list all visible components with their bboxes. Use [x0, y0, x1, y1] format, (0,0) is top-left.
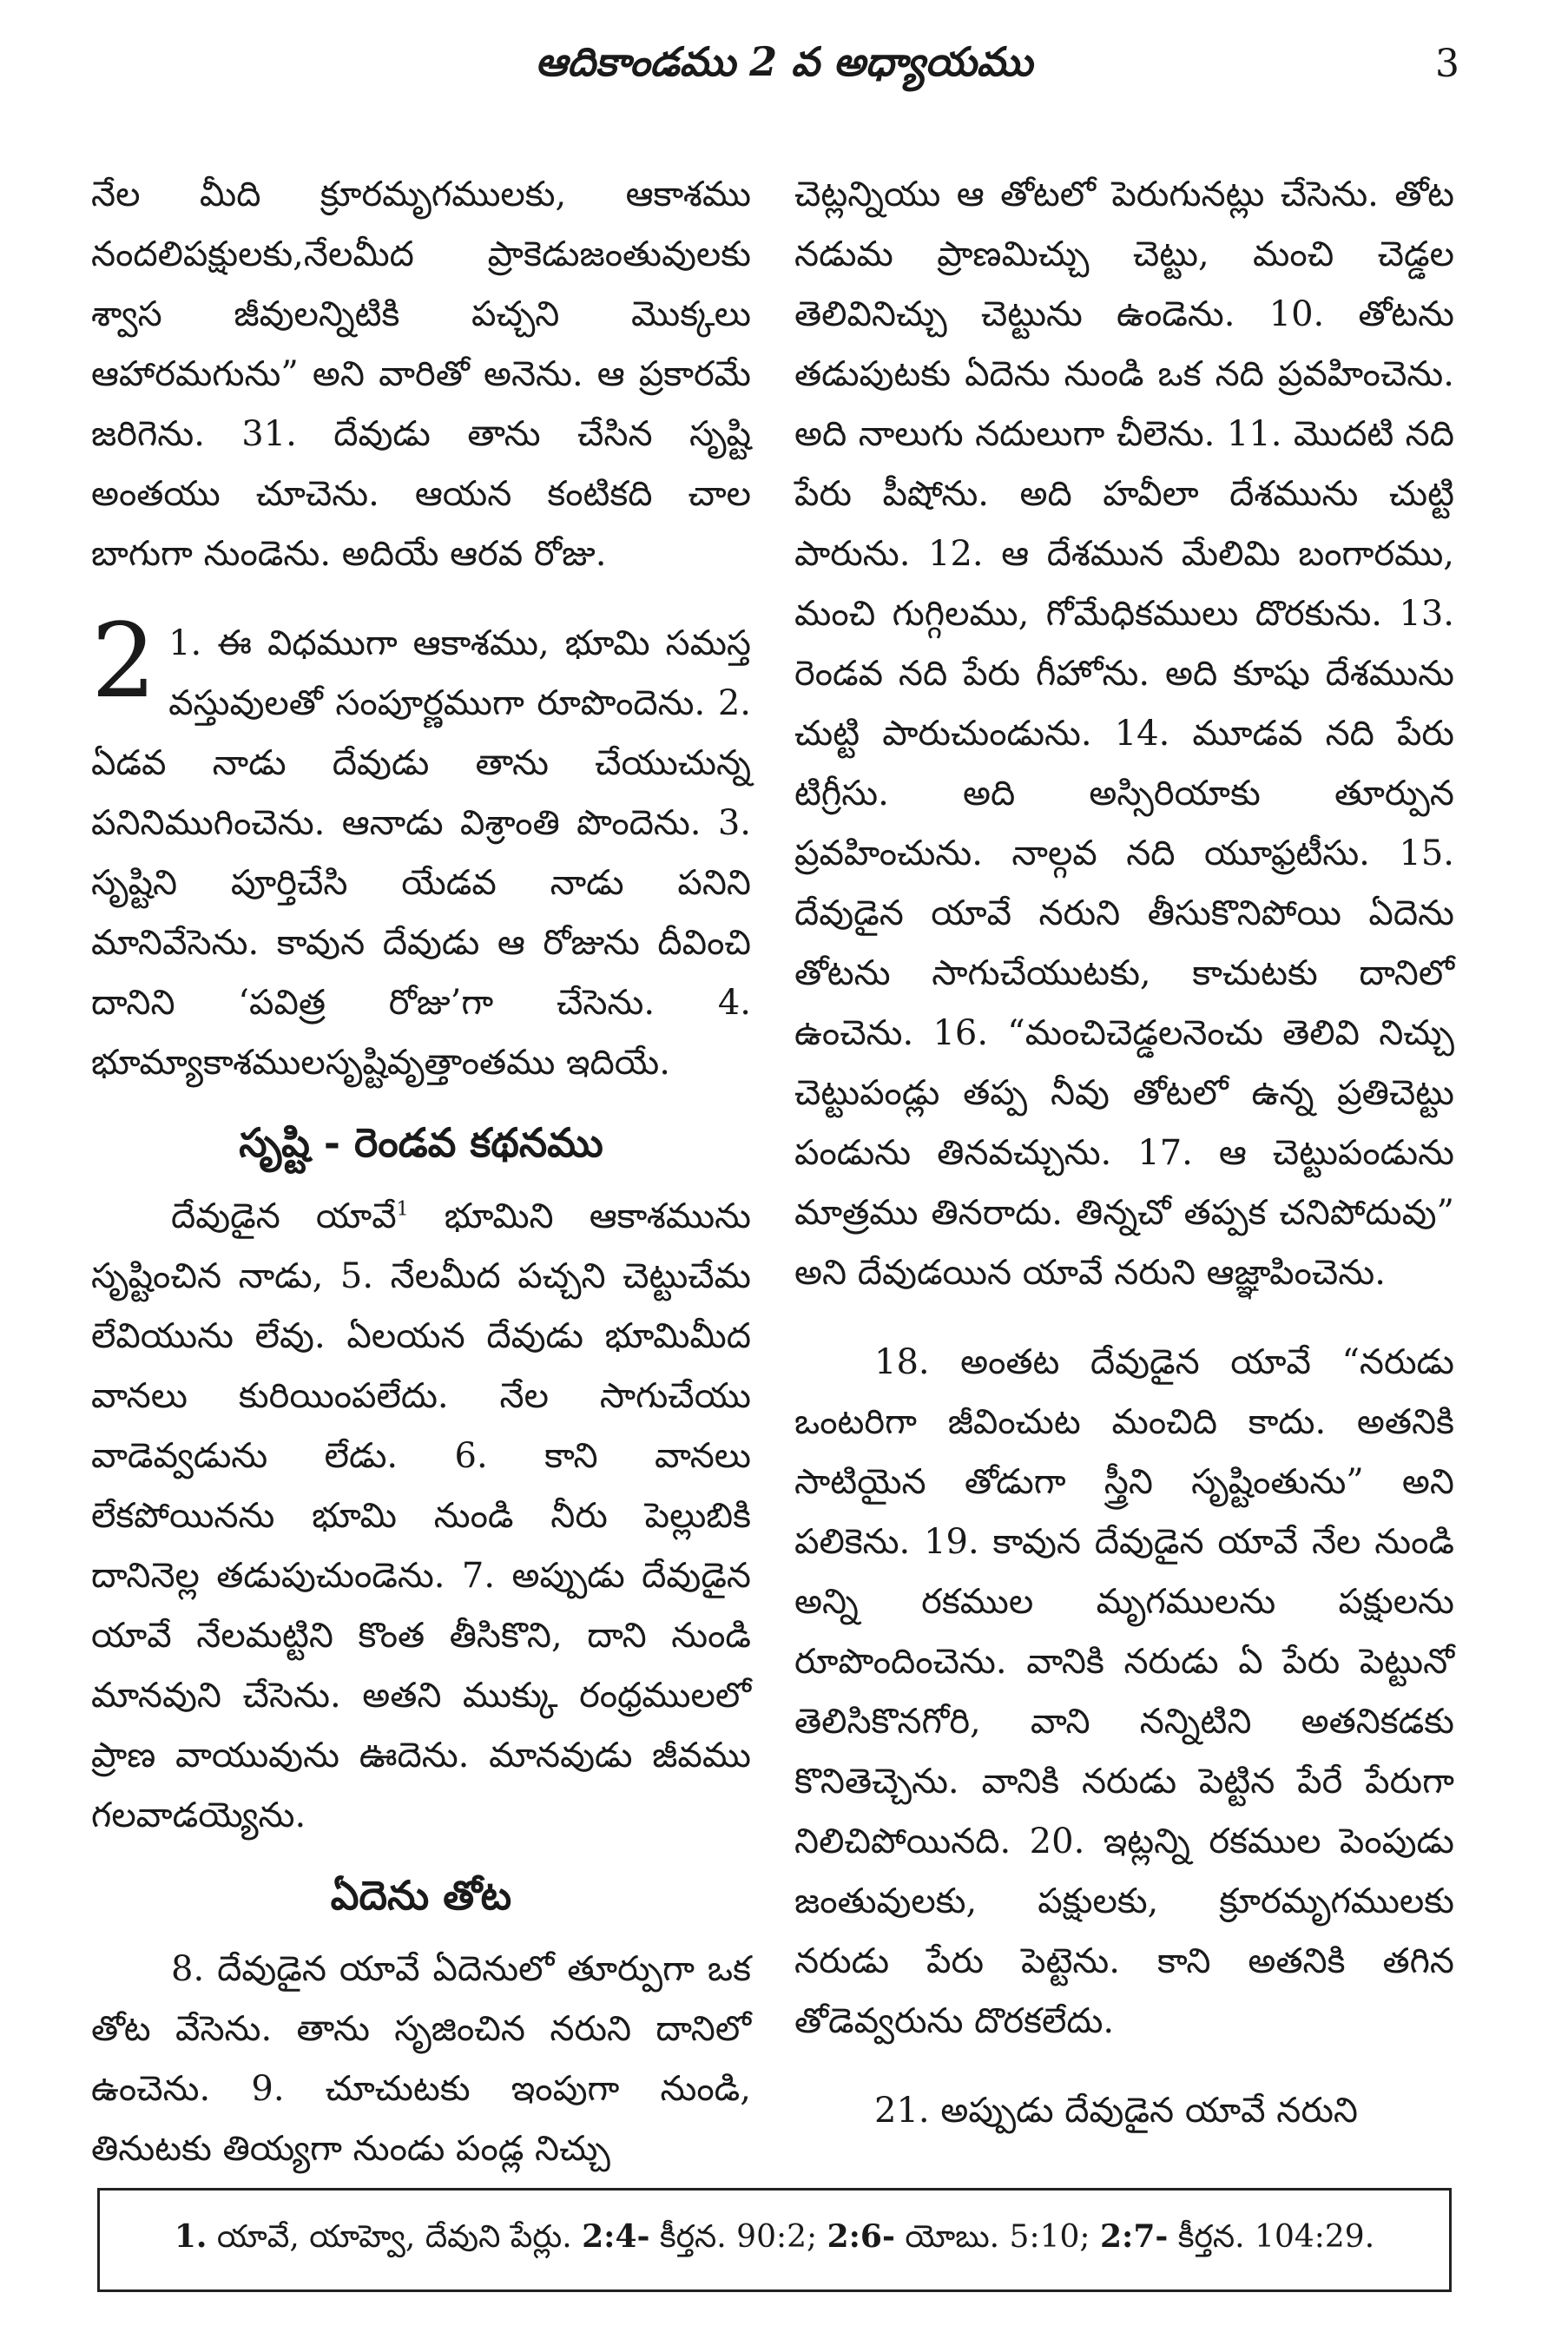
section-heading: ఏదెను తోట	[330, 1872, 512, 1919]
footnote-box	[97, 2188, 1452, 2292]
chapter-text: 1. ఈ విధముగా ఆకాశము, భూమి సమస్త వస్తువులతో సంపూర్ణముగా రూపొందెను. 2. ఏడవ నాడు దేవుడు తాను చేయుచున్న పనినిముగించెను. ఆనాడు విశ్రాంతి పొందెను. 3. సృష్టిని పూర్తిచేసి యేడవ నాడు పనిని మానివేసెను. కావున దేవుడు ఆ రోజును దీవించి దానిని ‘పవిత్ర రోజు’గా చేసెను. 4. భూమ్యాకాశములసృష్టివృత్తాంతము ఇదియే.	[91, 623, 751, 1083]
paragraph-text: దేవుడైన యావే	[171, 1196, 397, 1236]
cross-reference-text: కీర్తన. 90:2;	[649, 2218, 827, 2255]
left-column	[91, 165, 751, 2179]
cross-reference-text: కీర్తన. 104:29.	[1168, 2218, 1375, 2255]
cross-reference-text: యోబు. 5:10;	[894, 2218, 1100, 2255]
page-number: 3	[1435, 42, 1459, 86]
right-column	[794, 165, 1454, 2141]
verse-paragraph: 21. అప్పుడు దేవుడైన యావే నరుని	[874, 2091, 1358, 2131]
section-heading: సృష్టి - రెండవ కథనము	[239, 1119, 603, 1166]
footnote-marker[interactable]: 1	[396, 1198, 409, 1221]
paragraph-text: భూమిని ఆకాశమును సృష్టించిన నాడు, 5. నేలమీద పచ్చని చెట్టుచేమ లేవియును లేవు. ఏలయన దేవుడు భూమిమీద వానలు కురియింపలేదు. నేల సాగుచేయు వాడెవ్వడును లేడు. 6. కాని వానలు లేకపోయినను భూమి నుండి నీరు పెల్లుబికి దానినెల్ల తడుపుచుండెను. 7. అప్పుడు దేవుడైన యావే నేలమట్టిని కొంత తీసికొని, దాని నుండి మానవుని చేసెను. అతని ముక్కు రంధ్రములలో ప్రాణ వాయువును ఊదెను. మానవుడు జీవము గలవాడయ్యెను.	[91, 1196, 751, 1835]
chapter-title: ఆదికాండము 2 వ అధ్యాయము	[535, 38, 1033, 85]
chapter-start-paragraph	[91, 601, 751, 1093]
verse-paragraph: 18. అంతట దేవుడైన యావే “నరుడు ఒంటరిగా జీవించుట మంచిది కాదు. అతనికి సాటియైన తోడుగా స్త్రీని సృష్టింతును” అని పలికెను. 19. కావున దేవుడైన యావే నేల నుండి అన్ని రకముల మృగములను పక్షులను రూపొందించెను. వానికి నరుడు ఏ పేరు పెట్టునో తెలిసికొనగోరి, వాని నన్నిటిని అతనికడకు కొనితెచ్చెను. వానికి నరుడు పెట్టిన పేరే పేరుగా నిలిచిపోయినది. 20. ఇట్లన్ని రకముల పెంపుడు జంతువులకు, పక్షులకు, క్రూరమృగములకు నరుడు పేరు పెట్టెను. కాని అతనికి తగిన తోడెవ్వరును దొరకలేదు.	[794, 1342, 1454, 2041]
verse-paragraph: నేల మీది క్రూరమృగములకు, ఆకాశము నందలిపక్షులకు,నేలమీద ప్రాకెడుజంతువులకు శ్వాస జీవులన్నిటికి పచ్చని మొక్కలు ఆహారమగును” అని వారితో అనెను. ఆ ప్రకారమే జరిగెను. 31. దేవుడు తాను చేసిన సృష్టి అంతయు చూచెను. ఆయన కంటికది చాల బాగుగా నుండెను. అదియే ఆరవ రోజు.	[91, 175, 751, 574]
footnote-line	[175, 2218, 1374, 2263]
verse-paragraph	[91, 1187, 751, 1846]
verse-paragraph: 8. దేవుడైన యావే ఏదెనులో తూర్పుగా ఒక తోట వేసెను. తాను సృజించిన నరుని దానిలో ఉంచెను. 9. చూచుటకు ఇంపుగా నుండి, తినుటకు తియ్యగా నుండు పండ్ల నిచ్చు	[91, 1949, 751, 2169]
cross-reference-label: 2:4-	[582, 2217, 650, 2255]
verse-paragraph: చెట్లన్నియు ఆ తోటలో పెరుగునట్లు చేసెను. తోట నడుమ ప్రాణమిచ్చు చెట్టు, మంచి చెడ్డల తెలివినిచ్చు చెట్టును ఉండెను. 10. తోటను తడుపుటకు ఏదెను నుండి ఒక నది ప్రవహించెను. అది నాలుగు నదులుగా చీలెను. 11. మొదటి నది పేరు పీషోను. అది హవీలా దేశమును చుట్టి పారును. 12. ఆ దేశమున మేలిమి బంగారము, మంచి గుగ్గిలము, గోమేధికములు దొరకును. 13. రెండవ నది పేరు గీహోను. అది కూషు దేశమును చుట్టి పారుచుండును. 14. మూడవ నది పేరు టిగ్రీసు. అది అస్సిరియాకు తూర్పున ప్రవహించును. నాల్గవ నది యూఫ్రటీసు. 15. దేవుడైన యావే నరుని తీసుకొనిపోయి ఏదెను తోటను సాగుచేయుటకు, కాచుటకు దానిలో ఉంచెను. 16. “మంచిచెడ్డలనెంచు తెలివి నిచ్చు చెట్టుపండ్లు తప్ప నీవు తోటలో ఉన్న ప్రతిచెట్టు పండును తినవచ్చును. 17. ఆ చెట్టుపండును మాత్రము తినరాదు. తిన్నచో తప్పక చనిపోదువు” అని దేవుడయిన యావే నరుని ఆజ్ఞాపించెను.	[794, 175, 1454, 1293]
footnote-number: 1.	[174, 2217, 208, 2255]
page-header	[0, 38, 1568, 108]
cross-reference-label: 2:6-	[827, 2217, 895, 2255]
footnote-text: యావే, యాహ్వె, దేవుని పేర్లు.	[207, 2218, 583, 2255]
cross-reference-label: 2:7-	[1099, 2217, 1169, 2255]
chapter-number: 2	[91, 601, 157, 721]
